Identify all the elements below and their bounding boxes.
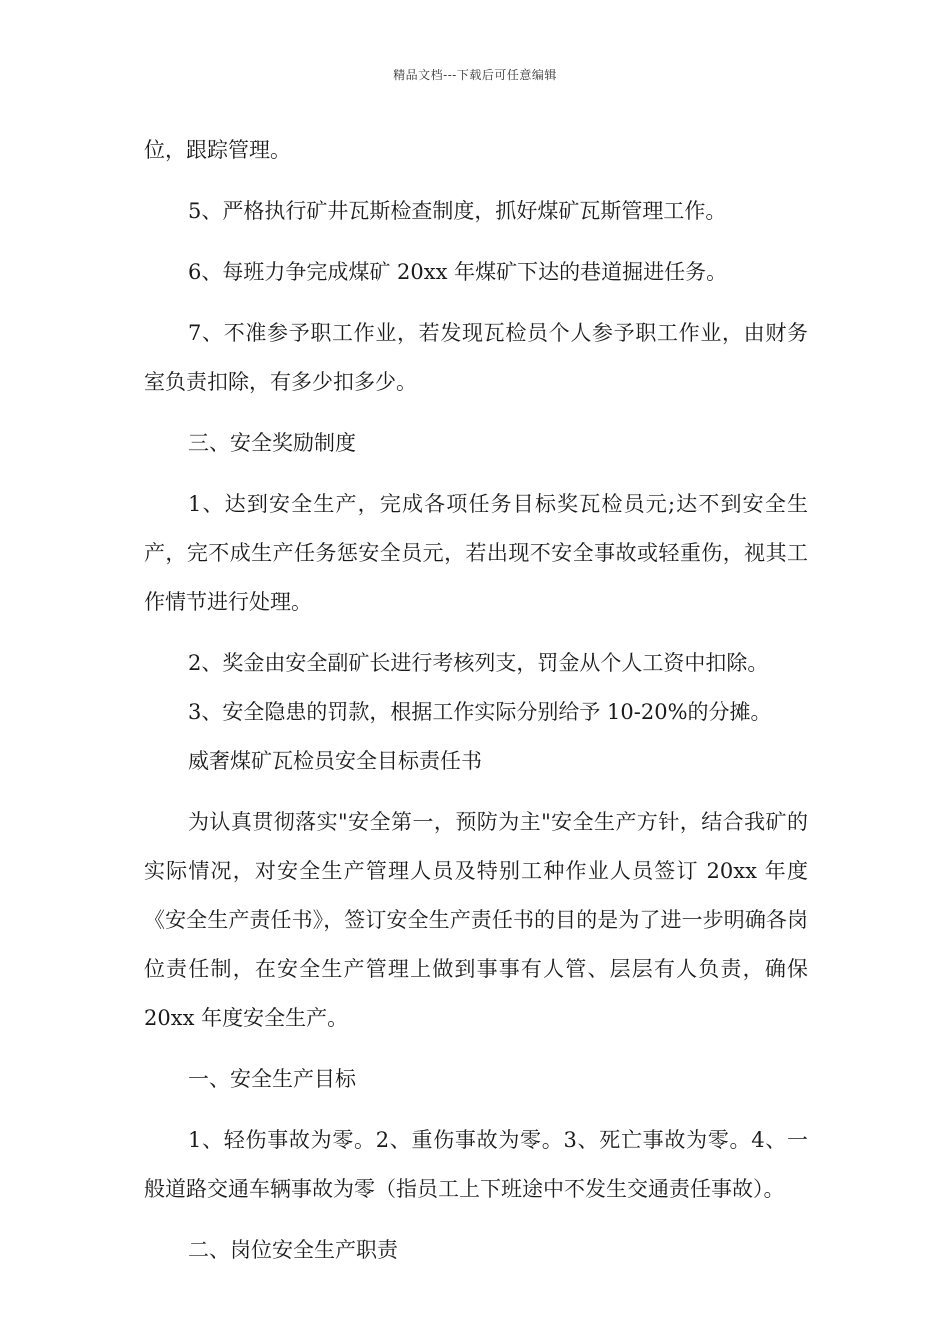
section-heading-duties: 二、岗位安全生产职责 (188, 1238, 398, 1262)
paragraph-goals: 1、轻伤事故为零。2、重伤事故为零。3、死亡事故为零。4、一般道路交通车辆事故为零（指员工上下班途中不发生交通责任事故）。 (144, 1128, 808, 1201)
section-heading-goals: 一、安全生产目标 (188, 1067, 356, 1091)
paragraph-continuation: 位，跟踪管理。 (144, 138, 291, 162)
document-body (144, 126, 808, 1275)
document-title-responsibility: 威奢煤矿瓦检员安全目标责任书 (188, 749, 482, 773)
page-header: 精品文档---下载后可任意编辑 (393, 68, 557, 82)
paragraph-item-6: 6、每班力争完成煤矿 20xx 年煤矿下达的巷道掘进任务。 (188, 260, 728, 284)
paragraph-reward-1: 1、达到安全生产，完成各项任务目标奖瓦检员元;达不到安全生产，完不成生产任务惩安全员元，若出现不安全事故或轻重伤，视其工作情节进行处理。 (144, 492, 808, 614)
section-heading-rewards: 三、安全奖励制度 (188, 431, 356, 455)
paragraph-item-5: 5、严格执行矿井瓦斯检查制度，抓好煤矿瓦斯管理工作。 (188, 199, 727, 223)
paragraph-reward-3: 3、安全隐患的罚款，根据工作实际分别给予 10-20%的分摊。 (188, 700, 772, 724)
paragraph-reward-2: 2、奖金由安全副矿长进行考核列支，罚金从个人工资中扣除。 (188, 651, 769, 675)
paragraph-item-7: 7、不准参予职工作业，若发现瓦检员个人参予职工作业，由财务室负责扣除，有多少扣多少。 (144, 321, 808, 394)
paragraph-intro: 为认真贯彻落实"安全第一，预防为主"安全生产方针，结合我矿的实际情况，对安全生产管理人员及特别工种作业人员签订 20xx 年度《安全生产责任书》，签订安全生产责任书的目的是为了进一步明确各岗位责任制，在安全生产管理上做到事事有人管、层层有人负责，确保 20xx 年度安全生产。 (144, 810, 808, 1030)
